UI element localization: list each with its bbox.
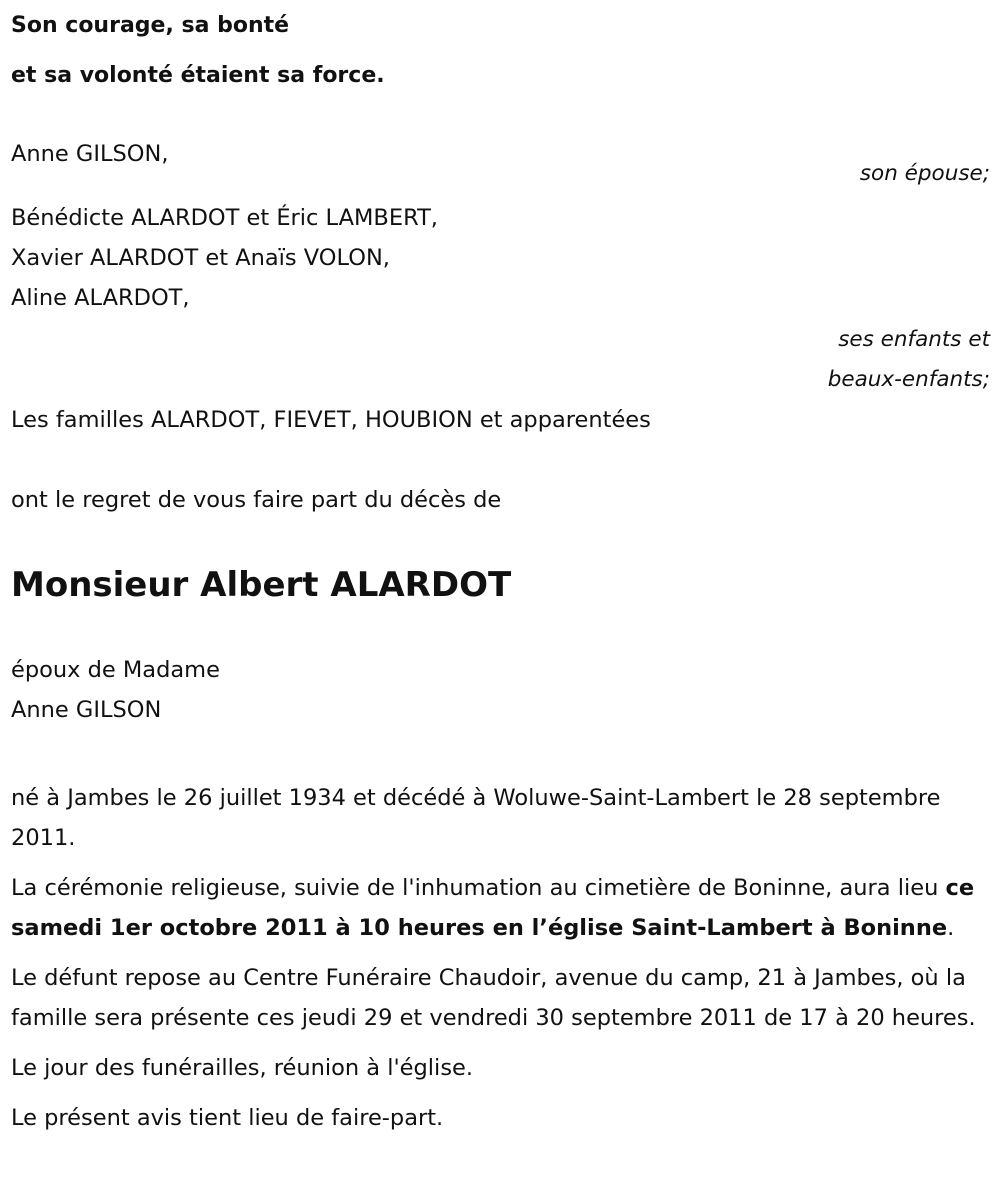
birth-death-paragraph: né à Jambes le 26 juillet 1934 et décédé à Woluwe-Saint-Lambert le 28 septembre 2011. — [11, 785, 941, 851]
children-role-line-2: beaux-enfants; — [827, 367, 990, 392]
spouse-role: son épouse; — [859, 161, 990, 186]
obituary-notice — [11, 0, 991, 1138]
ceremony-suffix: . — [947, 915, 955, 941]
deceased-spouse-line-2: Anne GILSON — [11, 697, 162, 723]
children-role-line-1: ses enfants et — [838, 327, 990, 352]
child-line: Xavier ALARDOT et Anaïs VOLON, — [11, 245, 390, 271]
epigraph-line-2: et sa volonté étaient sa force. — [11, 63, 385, 88]
deceased-spouse-line-1: époux de Madame — [11, 657, 220, 683]
deceased-name: Monsieur Albert ALARDOT — [11, 565, 512, 605]
child-line: Aline ALARDOT, — [11, 285, 190, 311]
spouse-name: Anne GILSON, — [11, 141, 169, 167]
child-line: Bénédicte ALARDOT et Éric LAMBERT, — [11, 205, 438, 231]
ceremony-prefix: La cérémonie religieuse, suivie de l'inhumation au cimetière de Boninne, aura lieu — [11, 875, 946, 901]
notice-paragraph: Le présent avis tient lieu de faire-part. — [11, 1105, 444, 1131]
families-line: Les familles ALARDOT, FIEVET, HOUBION et apparentées — [11, 407, 651, 433]
viewing-paragraph: Le défunt repose au Centre Funéraire Chaudoir, avenue du camp, 21 à Jambes, où la famille sera présente ces jeudi 29 et vendredi 30 septembre 2011 de 17 à 20 heures. — [11, 965, 976, 1031]
announcement-line: ont le regret de vous faire part du décès de — [11, 487, 502, 513]
ceremony-bold: ce samedi 1er octobre 2011 à 10 heures en l’église Saint-Lambert à Boninne — [11, 875, 975, 941]
meeting-paragraph: Le jour des funérailles, réunion à l'église. — [11, 1055, 474, 1081]
epigraph-line-1: Son courage, sa bonté — [11, 13, 290, 38]
ceremony-paragraph — [11, 868, 991, 948]
